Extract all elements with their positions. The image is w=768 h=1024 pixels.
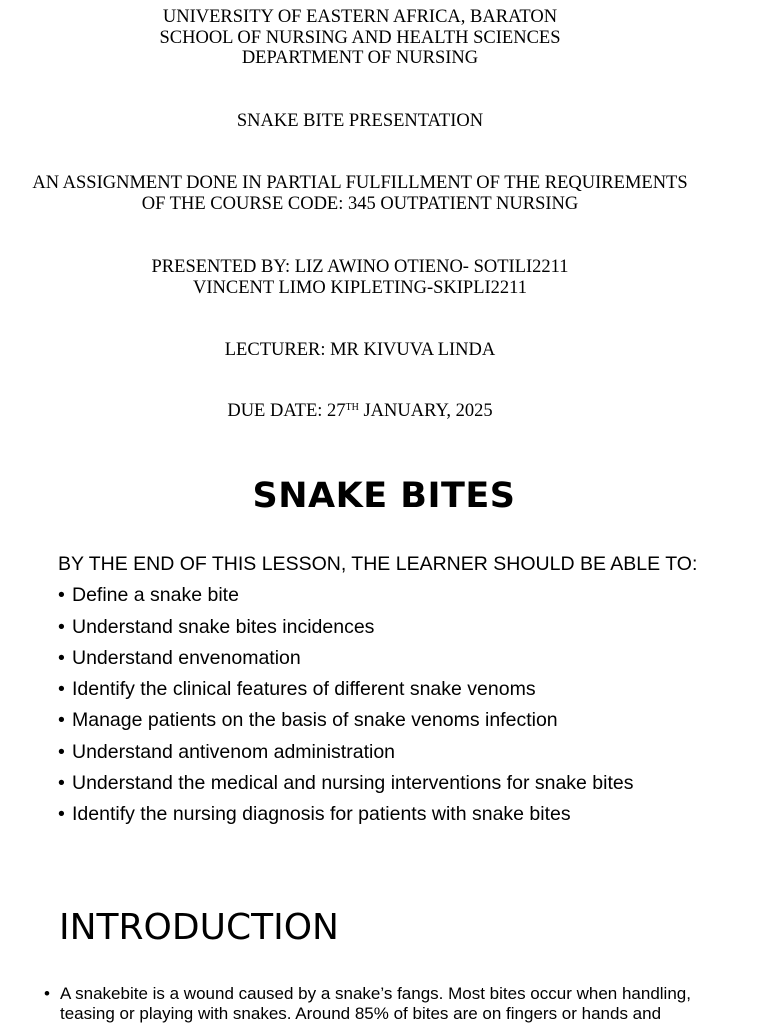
objective-item: • Identify the clinical features of different snake venoms: [58, 674, 758, 705]
due-date-line: [0, 401, 720, 425]
bullet-icon: •: [58, 772, 65, 795]
objective-item: • Understand the medical and nursing interventions for snake bites: [58, 768, 758, 799]
introduction-line-2: teasing or playing with snakes. Around 85% of bites are on fingers or hands and: [60, 1004, 662, 1023]
assignment-line-2: OF THE COURSE CODE: 345 OUTPATIENT NURSING: [141, 193, 579, 214]
due-date: [0, 401, 720, 425]
introduction-body: [40, 984, 740, 1024]
objectives-list: [58, 580, 758, 830]
objective-item: • Manage patients on the basis of snake venoms infection: [58, 705, 758, 736]
objective-item: • Define a snake bite: [58, 580, 758, 611]
department-name: DEPARTMENT OF NURSING: [241, 48, 479, 68]
presentation-title: [0, 111, 720, 132]
school-name: SCHOOL OF NURSING AND HEALTH SCIENCES: [159, 27, 561, 48]
presenter-1: PRESENTED BY: LIZ AWINO OTIENO- SOTILI2211: [151, 257, 569, 277]
objective-item: • Understand envenomation: [58, 643, 758, 674]
snake-bites-heading: SNAKE BITES: [252, 476, 516, 516]
bullet-icon: •: [58, 646, 65, 669]
presenter-2: VINCENT LIMO KIPLETING-SKIPLI2211: [193, 277, 527, 298]
lecturer-text: LECTURER: MR KIVUVA LINDA: [224, 340, 496, 360]
assignment-statement: [0, 173, 720, 214]
due-date-suffix: JANUARY, 2025: [358, 401, 493, 421]
assignment-line-1: AN ASSIGNMENT DONE IN PARTIAL FULFILLMENT OF THE REQUIREMENTS: [32, 173, 688, 193]
bullet-icon: •: [58, 709, 65, 732]
university-name: UNIVERSITY OF EASTERN AFRICA, BARATON: [162, 7, 558, 27]
objective-item: • Understand snake bites incidences: [58, 612, 758, 643]
objective-item: • Understand antivenom administration: [58, 737, 758, 768]
bullet-icon: •: [58, 740, 65, 763]
bullet-icon: •: [58, 678, 65, 701]
presentation-title-text: SNAKE BITE PRESENTATION: [236, 111, 484, 131]
bullet-icon: •: [58, 615, 65, 638]
lecturer: [0, 340, 720, 361]
objective-item: • Identify the nursing diagnosis for patients with snake bites: [58, 799, 758, 830]
due-date-prefix: DUE DATE: 27: [227, 401, 346, 421]
bullet-icon: •: [58, 584, 65, 607]
bullet-icon: •: [58, 803, 65, 826]
institution-header: [0, 7, 720, 69]
introduction-line-1: A snakebite is a wound caused by a snake’s fangs. Most bites occur when handling,: [60, 984, 691, 1003]
due-date-ordinal: TH: [345, 402, 359, 413]
bullet-icon: •: [44, 984, 50, 1003]
objectives-intro: BY THE END OF THIS LESSON, THE LEARNER SHOULD BE ABLE TO:: [58, 553, 698, 575]
presenters: [0, 257, 720, 298]
introduction-heading: INTRODUCTION: [59, 907, 339, 948]
learning-objectives: [58, 549, 758, 831]
